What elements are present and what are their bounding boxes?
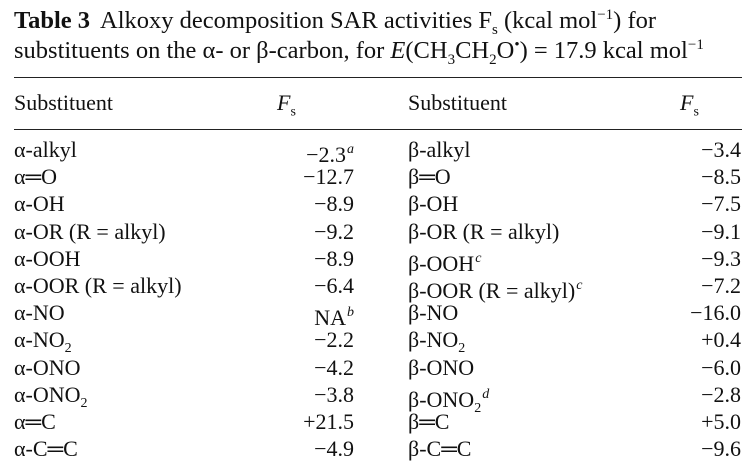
beta-footnote: c xyxy=(475,250,482,266)
formula-part-a: (CH xyxy=(405,37,448,64)
caption-line-1 xyxy=(14,6,742,36)
alpha-fs-value-text: −2.3 xyxy=(306,142,346,167)
alpha-fs-value-text: −9.2 xyxy=(314,218,354,244)
alpha-substituent xyxy=(14,218,166,245)
beta-fs-value-text: −9.1 xyxy=(701,218,741,244)
formula-part-c: O xyxy=(496,37,515,64)
alpha-fs-value-text: −3.8 xyxy=(314,381,354,407)
alpha-fs-value-text: −2.2 xyxy=(314,327,354,353)
alpha-fs-value-text: +21.5 xyxy=(303,408,354,434)
beta-substituent-text: β-ONO xyxy=(408,386,475,412)
alpha-fs-value-text: −4.9 xyxy=(314,436,354,462)
caption-text-1: Alkoxy decomposition SAR activities F xyxy=(100,7,493,34)
alpha-substituent xyxy=(14,354,81,381)
formula-part-d: ) = 17.9 kcal mol xyxy=(519,37,688,64)
alpha-substituent xyxy=(14,272,182,299)
beta-substituent-text: β-ONO xyxy=(408,354,475,380)
beta-substituent-text: β-NO xyxy=(408,300,459,326)
table-row xyxy=(0,435,755,462)
beta-fs-value-text: +5.0 xyxy=(701,408,741,434)
beta-fs-value-text: −9.3 xyxy=(701,245,741,271)
alpha-substituent-text: α-OR (R = alkyl) xyxy=(14,218,166,244)
beta-fs-value-text: +0.4 xyxy=(701,327,741,353)
beta-fs-value xyxy=(701,190,741,217)
beta-substituent xyxy=(408,435,471,462)
caption-units: (kcal mol xyxy=(497,7,598,34)
beta-fs-value-text: −7.5 xyxy=(701,191,741,217)
alpha-fs-value-text: −4.2 xyxy=(314,354,354,380)
beta-substituent xyxy=(408,163,451,190)
beta-fs-value xyxy=(701,136,741,163)
beta-fs-value xyxy=(701,326,741,353)
formula-part-b: CH xyxy=(455,37,490,64)
beta-fs-value-text: −8.5 xyxy=(701,164,741,190)
alpha-substituent xyxy=(14,245,81,272)
beta-subscript: 2 xyxy=(458,341,466,357)
alpha-fs-value xyxy=(314,326,354,353)
beta-substituent-text: β-OOH xyxy=(408,250,475,276)
alpha-fs-value-text: −12.7 xyxy=(303,164,354,190)
alpha-fs-value xyxy=(314,435,354,462)
beta-substituent xyxy=(408,354,474,381)
beta-fs-value xyxy=(701,435,741,462)
formula-sub-1: 3 xyxy=(447,51,456,68)
top-rule xyxy=(14,77,742,78)
formula-sub-2: 2 xyxy=(489,51,497,68)
header-fs-1-sub: s xyxy=(290,104,296,120)
beta-substituent-text: β═C xyxy=(408,408,450,434)
beta-footnote: d xyxy=(482,386,490,402)
beta-fs-value xyxy=(701,408,741,435)
caption-end-1: ) for xyxy=(613,7,657,34)
beta-fs-value-text: −9.6 xyxy=(701,436,741,462)
table-row xyxy=(0,136,755,167)
table-row xyxy=(0,326,755,357)
alpha-substituent xyxy=(14,163,57,190)
header-fs-2-sub: s xyxy=(693,104,699,120)
alpha-fs-value xyxy=(314,354,354,381)
header-substituent-2: Substituent xyxy=(408,90,508,115)
beta-footnote: c xyxy=(576,277,583,293)
radical-dot: • xyxy=(514,36,520,53)
alpha-fs-value-text: NA xyxy=(314,305,346,331)
beta-fs-value xyxy=(701,163,741,190)
alpha-substituent-text: α-ONO xyxy=(14,354,81,380)
alpha-fs-value xyxy=(314,272,354,299)
beta-substituent xyxy=(408,299,458,326)
alpha-subscript: 2 xyxy=(80,395,88,411)
beta-fs-value xyxy=(701,381,741,408)
alpha-substituent-text: α-OH xyxy=(14,191,65,217)
alpha-substituent-text: α-NO xyxy=(14,300,65,326)
caption-line-2 xyxy=(14,36,742,66)
caption-sup-2: −1 xyxy=(687,36,704,53)
alpha-substituent-text: α-OOR (R = alkyl) xyxy=(14,272,182,298)
table-body xyxy=(0,136,755,462)
alpha-fs-value xyxy=(314,190,354,217)
beta-substituent-text: β-C═C xyxy=(408,436,472,462)
table-caption xyxy=(14,6,742,66)
alpha-substituent xyxy=(14,299,65,326)
header-fs-1 xyxy=(277,90,296,120)
alpha-fs-value xyxy=(303,408,354,435)
table-label: Table 3 xyxy=(14,7,91,34)
header-substituent-1: Substituent xyxy=(14,90,114,115)
table-row xyxy=(0,354,755,381)
beta-fs-value xyxy=(701,354,741,381)
alpha-fs-value xyxy=(314,245,354,272)
alpha-substituent-text: α-NO xyxy=(14,327,65,353)
alpha-footnote: b xyxy=(347,305,354,321)
beta-substituent xyxy=(408,190,458,217)
beta-fs-value xyxy=(701,272,741,299)
alpha-footnote: a xyxy=(347,142,354,157)
beta-substituent-text: β-alkyl xyxy=(408,137,471,162)
alpha-substituent xyxy=(14,190,65,217)
alpha-substituent xyxy=(14,136,77,163)
table-row xyxy=(0,218,755,245)
alpha-subscript: 2 xyxy=(64,341,72,357)
beta-substituent-text: β-OR (R = alkyl) xyxy=(408,218,560,244)
beta-fs-value xyxy=(701,245,741,272)
caption-sup-1: −1 xyxy=(597,6,614,23)
table-row xyxy=(0,190,755,217)
beta-substituent-text: β-OOR (R = alkyl) xyxy=(408,277,576,303)
alpha-substituent-text: α-ONO xyxy=(14,381,81,407)
caption-E: E xyxy=(390,37,406,64)
alpha-substituent xyxy=(14,435,78,462)
beta-subscript: 2 xyxy=(474,400,482,416)
alpha-substituent-text: α-alkyl xyxy=(14,137,77,162)
table-row xyxy=(0,299,755,331)
beta-fs-value-text: −3.4 xyxy=(701,137,741,162)
alpha-substituent-text: α═O xyxy=(14,164,58,190)
beta-fs-value-text: −16.0 xyxy=(690,300,741,326)
caption-text-2: substituents on the α- or β-carbon, for xyxy=(14,37,391,64)
alpha-substituent-text: α-OOH xyxy=(14,245,81,271)
alpha-fs-value-text: −6.4 xyxy=(314,272,354,298)
alpha-substituent xyxy=(14,408,56,435)
caption-sub-s: s xyxy=(492,21,498,38)
alpha-substituent-text: α═C xyxy=(14,408,56,434)
beta-substituent-text: β-NO xyxy=(408,327,459,353)
beta-substituent-text: β═O xyxy=(408,164,451,190)
beta-fs-value-text: −7.2 xyxy=(701,272,741,298)
table-row xyxy=(0,245,755,276)
alpha-fs-value xyxy=(303,163,354,190)
header-fs-2 xyxy=(680,90,699,120)
alpha-substituent-text: α-C═C xyxy=(14,436,78,462)
alpha-fs-value-text: −8.9 xyxy=(314,245,354,271)
table-row xyxy=(0,272,755,303)
beta-substituent xyxy=(408,136,471,163)
table-row xyxy=(0,381,755,416)
header-rule xyxy=(14,129,742,130)
alpha-fs-value xyxy=(314,218,354,245)
beta-fs-value xyxy=(690,299,741,326)
header-fs-2-letter: F xyxy=(680,90,694,115)
beta-substituent xyxy=(408,218,559,245)
table-row xyxy=(0,163,755,190)
table-row xyxy=(0,408,755,435)
beta-fs-value-text: −2.8 xyxy=(701,381,741,407)
beta-substituent xyxy=(408,408,449,435)
beta-substituent-text: β-OH xyxy=(408,191,459,217)
alpha-fs-value-text: −8.9 xyxy=(314,191,354,217)
beta-fs-value-text: −6.0 xyxy=(701,354,741,380)
alpha-fs-value xyxy=(314,381,354,408)
beta-fs-value xyxy=(701,218,741,245)
header-fs-1-letter: F xyxy=(277,90,291,115)
